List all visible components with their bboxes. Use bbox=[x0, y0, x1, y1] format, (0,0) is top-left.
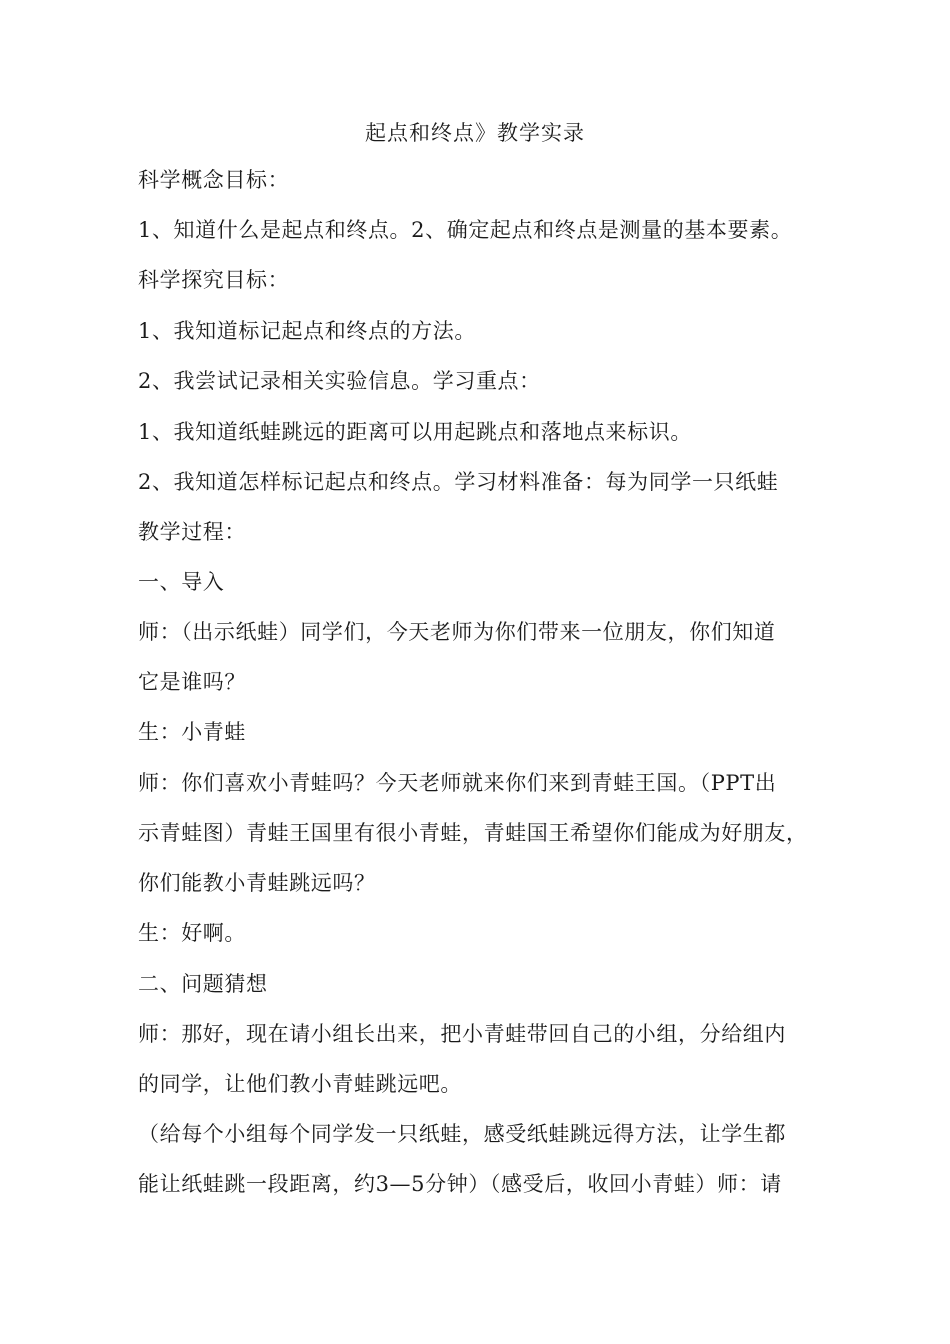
text-line: 一、导入 bbox=[138, 570, 225, 594]
text-line: 教学过程： bbox=[138, 520, 246, 544]
text-line: 科学探究目标： bbox=[138, 268, 290, 292]
text-line: 师：你们喜欢小青蛙吗？今天老师就来你们来到青蛙王国。（PPT出 bbox=[138, 771, 777, 795]
text-line: 师：（出示纸蛙）同学们，今天老师为你们带来一位朋友，你们知道 bbox=[138, 620, 776, 644]
text-line: 示青蛙图）青蛙王国里有很小青蛙，青蛙国王希望你们能成为好朋友， bbox=[138, 821, 808, 845]
text-line: 1、我知道标记起点和终点的方法。 bbox=[138, 319, 476, 343]
text-line: 它是谁吗？ bbox=[138, 670, 246, 694]
text-line: 生：小青蛙 bbox=[138, 720, 246, 744]
text-line: 1、知道什么是起点和终点。2、确定起点和终点是测量的基本要素。 bbox=[138, 218, 793, 242]
document-title: 起点和终点》教学实录 bbox=[365, 121, 585, 145]
text-line: 师：那好，现在请小组长出来，把小青蛙带回自己的小组，分给组内 bbox=[138, 1022, 786, 1046]
text-line: 2、我尝试记录相关实验信息。学习重点： bbox=[138, 369, 541, 393]
text-line: 的同学，让他们教小青蛙跳远吧。 bbox=[138, 1072, 462, 1096]
text-line: （给每个小组每个同学发一只纸蛙，感受纸蛙跳远得方法，让学生都 bbox=[138, 1122, 786, 1146]
text-line: 1、我知道纸蛙跳远的距离可以用起跳点和落地点来标识。 bbox=[138, 420, 692, 444]
text-line: 2、我知道怎样标记起点和终点。学习材料准备：每为同学一只纸蛙 bbox=[138, 470, 779, 494]
text-line: 能让纸蛙跳一段距离，约3—5分钟）（感受后，收回小青蛙）师：请 bbox=[138, 1172, 782, 1196]
text-line: 生：好啊。 bbox=[138, 921, 246, 945]
text-line: 你们能教小青蛙跳远吗？ bbox=[138, 871, 376, 895]
text-line: 科学概念目标： bbox=[138, 168, 290, 192]
text-line: 二、问题猜想 bbox=[138, 972, 268, 996]
